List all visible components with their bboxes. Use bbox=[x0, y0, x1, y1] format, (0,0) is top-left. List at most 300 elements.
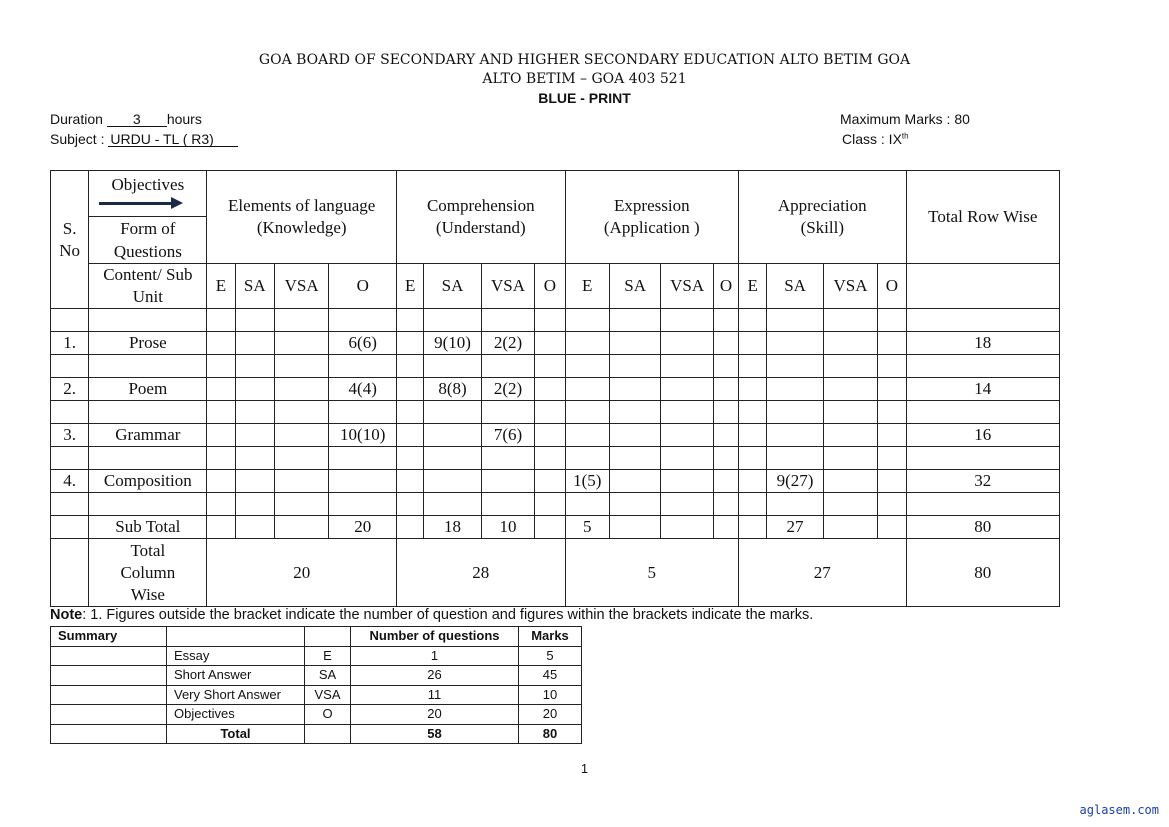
row-total: 80 bbox=[906, 516, 1060, 539]
row-cell: 7(6) bbox=[481, 424, 534, 447]
objectives-block bbox=[89, 171, 206, 217]
summary-cell: Very Short Answer bbox=[167, 685, 305, 705]
empty-cell bbox=[481, 447, 534, 470]
empty-cell bbox=[906, 309, 1060, 332]
empty-cell bbox=[823, 447, 877, 470]
row-total: 16 bbox=[906, 424, 1060, 447]
row-cell: 10(10) bbox=[329, 424, 397, 447]
empty-cell bbox=[661, 355, 713, 378]
summary-cell: 10 bbox=[519, 685, 582, 705]
objective-knowledge-sub: (Knowledge) bbox=[256, 218, 347, 237]
row-cell bbox=[274, 378, 328, 401]
row-total: 18 bbox=[906, 332, 1060, 355]
empty-cell bbox=[739, 309, 767, 332]
empty-cell bbox=[89, 447, 207, 470]
question-type-sa: SA bbox=[235, 264, 274, 309]
row-cell bbox=[235, 332, 274, 355]
summary-cell: Total bbox=[167, 724, 305, 744]
row-cell: 2(2) bbox=[481, 378, 534, 401]
summary-row bbox=[51, 646, 582, 666]
row-cell bbox=[767, 332, 823, 355]
row-cell bbox=[878, 516, 906, 539]
empty-cell bbox=[397, 309, 424, 332]
summary-table bbox=[50, 626, 582, 744]
row-unit: Sub Total bbox=[89, 516, 207, 539]
summary-cell: Marks bbox=[519, 627, 582, 647]
question-type-o: O bbox=[535, 264, 565, 309]
empty-cell bbox=[329, 493, 397, 516]
empty-cell bbox=[739, 355, 767, 378]
row-cell: 2(2) bbox=[481, 332, 534, 355]
question-type-e: E bbox=[739, 264, 767, 309]
objective-knowledge bbox=[207, 171, 397, 264]
row-cell bbox=[661, 378, 713, 401]
row-cell bbox=[274, 332, 328, 355]
empty-cell bbox=[397, 401, 424, 424]
row-sno bbox=[51, 516, 89, 539]
sno-header: S. No bbox=[51, 171, 89, 309]
empty-cell bbox=[823, 401, 877, 424]
spacer-row bbox=[51, 493, 1060, 516]
row-cell bbox=[207, 378, 235, 401]
row-unit: Poem bbox=[89, 378, 207, 401]
empty-cell bbox=[397, 447, 424, 470]
column-total-value: 27 bbox=[739, 539, 906, 607]
empty-cell bbox=[274, 355, 328, 378]
objective-knowledge-name: Elements of language bbox=[228, 196, 376, 215]
spacer-row bbox=[51, 401, 1060, 424]
note-label: Note bbox=[50, 607, 83, 623]
objectives-form-header bbox=[89, 171, 207, 264]
summary-cell: Summary bbox=[51, 627, 167, 647]
total-row-wise-header: Total Row Wise bbox=[906, 171, 1060, 264]
row-cell bbox=[661, 470, 713, 493]
empty-cell bbox=[535, 309, 565, 332]
row-total: 14 bbox=[906, 378, 1060, 401]
question-type-sa: SA bbox=[767, 264, 823, 309]
table-row bbox=[51, 516, 1060, 539]
duration-value: 3 bbox=[107, 113, 167, 127]
row-cell bbox=[823, 470, 877, 493]
objective-understand-name: Comprehension bbox=[426, 196, 535, 215]
row-cell bbox=[767, 378, 823, 401]
row-cell bbox=[661, 332, 713, 355]
row-cell bbox=[274, 424, 328, 447]
empty-cell bbox=[661, 447, 713, 470]
question-type-o: O bbox=[329, 264, 397, 309]
max-marks: Maximum Marks : 80 bbox=[840, 111, 970, 127]
row-sno: 3. bbox=[51, 424, 89, 447]
empty-cell bbox=[235, 309, 274, 332]
row-cell: 27 bbox=[767, 516, 823, 539]
empty-cell bbox=[565, 355, 609, 378]
empty-cell bbox=[89, 401, 207, 424]
empty-cell bbox=[767, 493, 823, 516]
empty-cell bbox=[235, 355, 274, 378]
row-cell bbox=[207, 470, 235, 493]
subject-line bbox=[50, 131, 238, 147]
row-cell: 9(10) bbox=[424, 332, 482, 355]
empty-cell bbox=[235, 401, 274, 424]
summary-row bbox=[51, 705, 582, 725]
empty-cell bbox=[89, 309, 207, 332]
row-cell bbox=[235, 470, 274, 493]
empty-cell bbox=[424, 493, 482, 516]
empty-cell bbox=[51, 447, 89, 470]
empty-cell bbox=[329, 355, 397, 378]
empty-cell bbox=[274, 493, 328, 516]
objective-skill-sub: (Skill) bbox=[800, 218, 845, 237]
row-cell bbox=[739, 470, 767, 493]
row-cell bbox=[661, 516, 713, 539]
empty-cell bbox=[609, 401, 660, 424]
objective-understand bbox=[397, 171, 566, 264]
question-type-row bbox=[51, 264, 1060, 309]
empty-cell bbox=[207, 447, 235, 470]
empty-cell bbox=[609, 493, 660, 516]
empty-cell bbox=[424, 355, 482, 378]
objective-application bbox=[565, 171, 739, 264]
row-cell: 1(5) bbox=[565, 470, 609, 493]
question-type-e: E bbox=[207, 264, 235, 309]
row-cell bbox=[397, 378, 424, 401]
summary-cell bbox=[305, 627, 351, 647]
empty-cell bbox=[878, 401, 906, 424]
empty-cell bbox=[906, 401, 1060, 424]
row-cell bbox=[565, 332, 609, 355]
row-cell bbox=[609, 378, 660, 401]
summary-cell: 11 bbox=[351, 685, 519, 705]
empty-cell bbox=[767, 355, 823, 378]
row-sno: 4. bbox=[51, 470, 89, 493]
table-row bbox=[51, 332, 1060, 355]
row-cell bbox=[397, 332, 424, 355]
empty-cell bbox=[767, 309, 823, 332]
row-cell bbox=[565, 424, 609, 447]
duration-line bbox=[50, 111, 202, 127]
summary-cell: Objectives bbox=[167, 705, 305, 725]
row-cell bbox=[739, 516, 767, 539]
empty-cell bbox=[661, 401, 713, 424]
row-cell bbox=[235, 424, 274, 447]
total-header-blank bbox=[906, 264, 1060, 309]
question-type-o: O bbox=[878, 264, 906, 309]
empty-cell bbox=[89, 355, 207, 378]
row-cell bbox=[565, 378, 609, 401]
column-total-value: 28 bbox=[397, 539, 566, 607]
empty-cell bbox=[739, 401, 767, 424]
row-cell: 18 bbox=[424, 516, 482, 539]
row-cell bbox=[274, 470, 328, 493]
empty-cell bbox=[739, 493, 767, 516]
row-cell bbox=[823, 516, 877, 539]
row-cell bbox=[713, 378, 738, 401]
column-total-value: 5 bbox=[565, 539, 739, 607]
row-cell bbox=[739, 424, 767, 447]
row-cell bbox=[739, 332, 767, 355]
question-type-e: E bbox=[565, 264, 609, 309]
table-row bbox=[51, 424, 1060, 447]
row-cell bbox=[609, 516, 660, 539]
empty-cell bbox=[481, 493, 534, 516]
empty-cell bbox=[51, 493, 89, 516]
row-cell bbox=[878, 378, 906, 401]
blueprint-table bbox=[50, 170, 1060, 607]
summary-cell: O bbox=[305, 705, 351, 725]
empty-cell bbox=[207, 309, 235, 332]
row-cell bbox=[739, 378, 767, 401]
empty-cell bbox=[51, 401, 89, 424]
row-cell bbox=[207, 516, 235, 539]
spacer-row bbox=[51, 355, 1060, 378]
empty-cell bbox=[274, 309, 328, 332]
row-cell: 8(8) bbox=[424, 378, 482, 401]
row-cell bbox=[329, 470, 397, 493]
row-cell: 4(4) bbox=[329, 378, 397, 401]
summary-cell: Number of questions bbox=[351, 627, 519, 647]
empty-cell bbox=[397, 493, 424, 516]
row-cell bbox=[535, 470, 565, 493]
empty-cell bbox=[767, 447, 823, 470]
empty-cell bbox=[878, 355, 906, 378]
summary-row bbox=[51, 666, 582, 686]
question-type-vsa: VSA bbox=[274, 264, 328, 309]
summary-cell: 80 bbox=[519, 724, 582, 744]
table-row bbox=[51, 378, 1060, 401]
empty-cell bbox=[535, 401, 565, 424]
question-type-vsa: VSA bbox=[661, 264, 713, 309]
objective-application-name: Expression bbox=[614, 196, 690, 215]
summary-total-row bbox=[51, 724, 582, 744]
empty-cell bbox=[51, 309, 89, 332]
row-cell bbox=[235, 378, 274, 401]
empty-cell bbox=[565, 309, 609, 332]
row-cell bbox=[397, 516, 424, 539]
note bbox=[50, 607, 813, 623]
summary-cell: E bbox=[305, 646, 351, 666]
row-total: 32 bbox=[906, 470, 1060, 493]
empty-cell bbox=[207, 355, 235, 378]
empty-cell bbox=[207, 401, 235, 424]
summary-header-row bbox=[51, 627, 582, 647]
summary-cell: SA bbox=[305, 666, 351, 686]
summary-cell bbox=[305, 724, 351, 744]
row-cell bbox=[535, 424, 565, 447]
duration-unit: hours bbox=[166, 111, 202, 127]
question-type-sa: SA bbox=[609, 264, 660, 309]
empty-cell bbox=[906, 493, 1060, 516]
question-type-vsa: VSA bbox=[481, 264, 534, 309]
empty-cell bbox=[739, 447, 767, 470]
row-cell bbox=[609, 424, 660, 447]
summary-cell: 26 bbox=[351, 666, 519, 686]
duration-label: Duration bbox=[50, 111, 103, 127]
question-type-sa: SA bbox=[424, 264, 482, 309]
objective-application-sub: (Application ) bbox=[603, 218, 700, 237]
row-unit: Grammar bbox=[89, 424, 207, 447]
empty-cell bbox=[767, 401, 823, 424]
empty-cell bbox=[609, 355, 660, 378]
row-cell bbox=[823, 332, 877, 355]
empty-cell bbox=[207, 493, 235, 516]
empty-cell bbox=[823, 355, 877, 378]
empty-cell bbox=[609, 309, 660, 332]
empty-cell bbox=[329, 447, 397, 470]
row-cell bbox=[713, 470, 738, 493]
summary-cell bbox=[51, 666, 167, 686]
board-name: GOA BOARD OF SECONDARY AND HIGHER SECONDARY EDUCATION ALTO BETIM GOA bbox=[258, 52, 911, 68]
summary-cell: VSA bbox=[305, 685, 351, 705]
summary-cell: Essay bbox=[167, 646, 305, 666]
empty-cell bbox=[274, 401, 328, 424]
summary-cell: 45 bbox=[519, 666, 582, 686]
row-cell bbox=[274, 516, 328, 539]
objective-skill bbox=[739, 171, 906, 264]
row-cell bbox=[878, 332, 906, 355]
row-cell bbox=[207, 332, 235, 355]
row-cell bbox=[661, 424, 713, 447]
board-address: ALTO BETIM – GOA 403 521 bbox=[482, 71, 687, 87]
row-cell bbox=[713, 424, 738, 447]
empty-cell bbox=[274, 447, 328, 470]
empty-cell bbox=[329, 309, 397, 332]
row-cell: 20 bbox=[329, 516, 397, 539]
empty-cell bbox=[906, 355, 1060, 378]
row-cell bbox=[767, 424, 823, 447]
grand-total: 80 bbox=[906, 539, 1060, 607]
empty-cell bbox=[535, 355, 565, 378]
row-sno: 2. bbox=[51, 378, 89, 401]
right-arrow-icon bbox=[89, 197, 206, 209]
empty-cell bbox=[713, 401, 738, 424]
empty-cell bbox=[878, 493, 906, 516]
empty-cell bbox=[661, 493, 713, 516]
empty-cell bbox=[713, 493, 738, 516]
subject-label: Subject : bbox=[50, 131, 105, 147]
empty-cell bbox=[235, 493, 274, 516]
summary-row bbox=[51, 685, 582, 705]
summary-cell bbox=[51, 705, 167, 725]
empty-cell bbox=[823, 309, 877, 332]
row-cell bbox=[609, 332, 660, 355]
empty-cell bbox=[235, 447, 274, 470]
document-title: BLUE - PRINT bbox=[538, 90, 631, 106]
row-cell: 9(27) bbox=[767, 470, 823, 493]
row-cell bbox=[878, 424, 906, 447]
question-type-o: O bbox=[713, 264, 738, 309]
class-superscript: th bbox=[901, 131, 909, 141]
empty-cell bbox=[609, 447, 660, 470]
class-label: Class : IX bbox=[842, 131, 902, 147]
empty-cell bbox=[713, 447, 738, 470]
spacer-row bbox=[51, 309, 1060, 332]
empty-cell bbox=[713, 355, 738, 378]
summary-cell bbox=[167, 627, 305, 647]
empty-cell bbox=[565, 493, 609, 516]
row-sno: 1. bbox=[51, 332, 89, 355]
summary-cell bbox=[51, 646, 167, 666]
total-column-label: Total Column Wise bbox=[89, 539, 207, 607]
empty-cell bbox=[481, 309, 534, 332]
row-cell bbox=[535, 378, 565, 401]
empty-cell bbox=[565, 447, 609, 470]
row-cell bbox=[713, 332, 738, 355]
question-type-vsa: VSA bbox=[823, 264, 877, 309]
empty-cell bbox=[565, 401, 609, 424]
form-of-questions-label: Form of Questions bbox=[113, 219, 182, 261]
row-unit: Prose bbox=[89, 332, 207, 355]
summary-cell: 20 bbox=[351, 705, 519, 725]
empty-cell bbox=[424, 401, 482, 424]
row-cell bbox=[823, 378, 877, 401]
empty-cell bbox=[51, 539, 89, 607]
page-number: 1 bbox=[580, 761, 589, 776]
empty-cell bbox=[906, 447, 1060, 470]
empty-cell bbox=[535, 493, 565, 516]
subject-value: URDU - TL ( R3) bbox=[108, 133, 238, 147]
row-cell bbox=[207, 424, 235, 447]
empty-cell bbox=[535, 447, 565, 470]
summary-cell: 1 bbox=[351, 646, 519, 666]
empty-cell bbox=[878, 447, 906, 470]
summary-cell: Short Answer bbox=[167, 666, 305, 686]
row-cell bbox=[397, 424, 424, 447]
empty-cell bbox=[329, 401, 397, 424]
row-cell bbox=[397, 470, 424, 493]
empty-cell bbox=[481, 355, 534, 378]
row-cell bbox=[235, 516, 274, 539]
question-type-e: E bbox=[397, 264, 424, 309]
row-cell: 6(6) bbox=[329, 332, 397, 355]
summary-cell bbox=[51, 724, 167, 744]
watermark: aglasem.com bbox=[1079, 803, 1159, 817]
column-total-value: 20 bbox=[207, 539, 397, 607]
empty-cell bbox=[481, 401, 534, 424]
content-subunit-label: Content/ Sub Unit bbox=[89, 264, 207, 309]
summary-cell: 5 bbox=[519, 646, 582, 666]
row-cell bbox=[535, 516, 565, 539]
row-cell bbox=[481, 470, 534, 493]
row-unit: Composition bbox=[89, 470, 207, 493]
empty-cell bbox=[661, 309, 713, 332]
summary-cell: 58 bbox=[351, 724, 519, 744]
row-cell bbox=[823, 424, 877, 447]
spacer-row bbox=[51, 447, 1060, 470]
empty-cell bbox=[878, 309, 906, 332]
class-line bbox=[842, 131, 909, 147]
row-cell bbox=[878, 470, 906, 493]
empty-cell bbox=[424, 309, 482, 332]
empty-cell bbox=[424, 447, 482, 470]
summary-cell bbox=[51, 685, 167, 705]
row-cell bbox=[713, 516, 738, 539]
row-cell: 10 bbox=[481, 516, 534, 539]
empty-cell bbox=[51, 355, 89, 378]
empty-cell bbox=[89, 493, 207, 516]
empty-cell bbox=[713, 309, 738, 332]
summary-cell: 20 bbox=[519, 705, 582, 725]
row-cell bbox=[535, 332, 565, 355]
total-column-row bbox=[51, 539, 1060, 607]
note-text: : 1. Figures outside the bracket indicate the number of question and figures within the brackets indicate the marks. bbox=[82, 607, 814, 623]
empty-cell bbox=[823, 493, 877, 516]
objective-skill-name: Appreciation bbox=[777, 196, 867, 215]
row-cell bbox=[609, 470, 660, 493]
table-row bbox=[51, 470, 1060, 493]
objective-understand-sub: (Understand) bbox=[435, 218, 526, 237]
empty-cell bbox=[397, 355, 424, 378]
row-cell bbox=[424, 470, 482, 493]
